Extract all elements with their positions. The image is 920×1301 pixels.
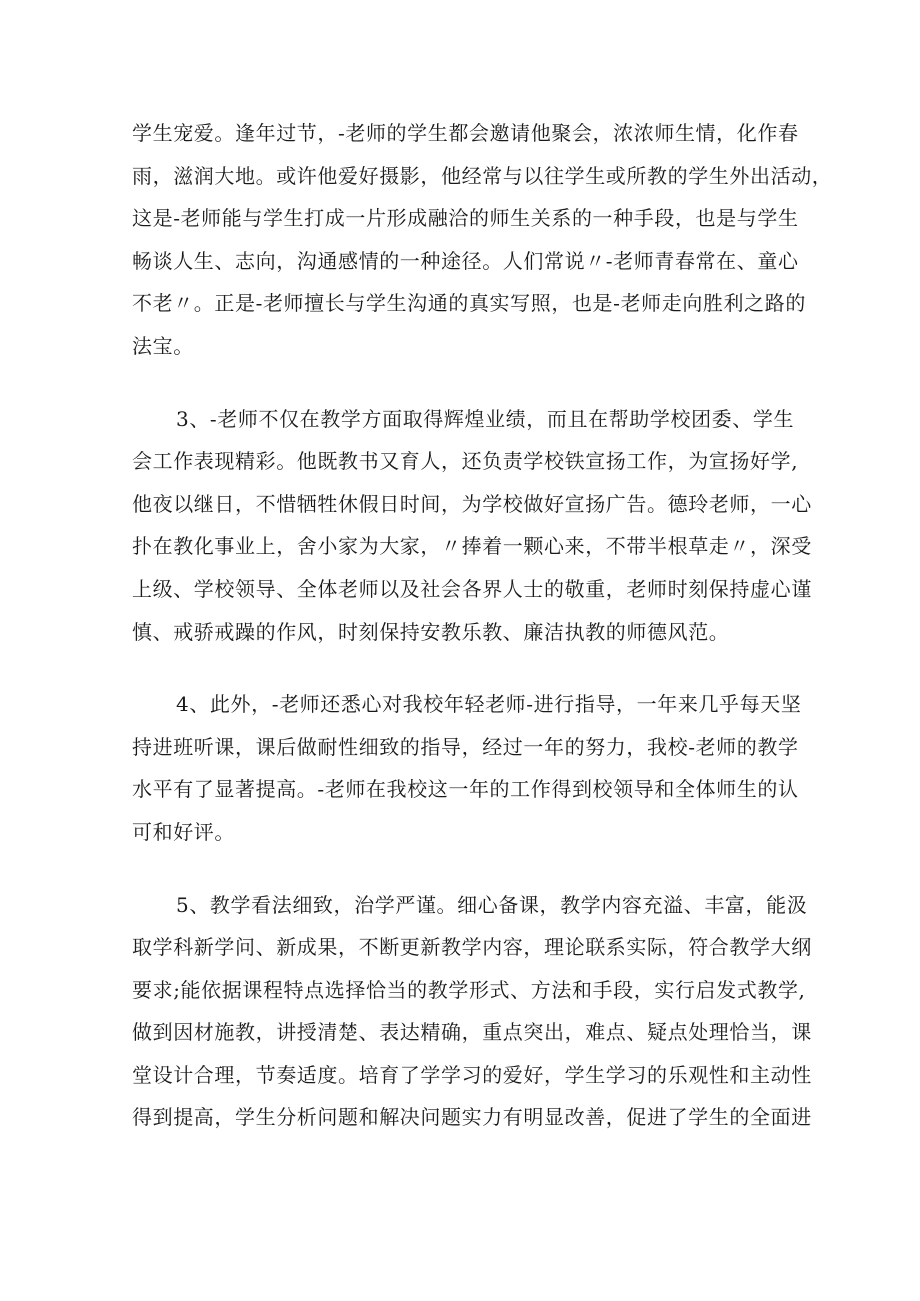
text-line: 5、教学看法细致，治学严谨。细心备课，教学内容充溢、丰富，能汲 bbox=[176, 892, 808, 917]
text-line: 要求;能依据课程特点选择恰当的教学形式、方法和手段，实行启发式教学, bbox=[132, 977, 806, 1002]
paragraph-3 bbox=[132, 683, 802, 853]
text-line: 法宝。 bbox=[132, 333, 194, 358]
text-line: 做到因材施教，讲授清楚、表达精确，重点突出，难点、疑点处理恰当，课 bbox=[132, 1020, 812, 1045]
text-line: 水平有了显著提高。-老师在我校这一年的工作得到校领导和全体师生的认 bbox=[132, 777, 799, 802]
paragraph-spacer bbox=[132, 368, 802, 398]
text-line: 持进班听课，课后做耐性细致的指导，经过一年的努力，我校-老师的教学 bbox=[132, 734, 799, 759]
text-line: 这是-老师能与学生打成一片形成融洽的师生关系的一种手段，也是与学生 bbox=[132, 206, 799, 231]
paragraph-spacer bbox=[132, 854, 802, 884]
document-body bbox=[132, 112, 833, 1139]
text-line: 堂设计合理，节奏适度。培育了学学习的爱好，学生学习的乐观性和主动性 bbox=[132, 1062, 812, 1087]
text-line: 得到提高，学生分析问题和解决问题实力有明显改善，促进了学生的全面进 bbox=[132, 1105, 812, 1130]
text-line: 雨，滋润大地。或许他爱好摄影，他经常与以往学生或所教的学生外出活动， bbox=[132, 163, 833, 188]
text-line: 慎、戒骄戒躁的作风，时刻保持安教乐教、廉洁执教的师德风范。 bbox=[132, 619, 730, 644]
text-line: 4、此外，-老师还悉心对我校年轻老师-进行指导，一年来几乎每天坚 bbox=[176, 692, 802, 717]
text-line: 不老〃。正是-老师擅长与学生沟通的真实写照，也是-老师走向胜利之路的 bbox=[132, 291, 806, 316]
paragraph-spacer bbox=[132, 653, 802, 683]
text-line: 3、-老师不仅在教学方面取得辉煌业绩，而且在帮助学校团委、学生 bbox=[176, 406, 795, 431]
text-line: 上级、学校领导、全体老师以及社会各界人士的敬重，老师时刻保持虚心谨 bbox=[132, 576, 812, 601]
text-line: 可和好评。 bbox=[132, 819, 235, 844]
text-line: 取学科新学问、新成果，不断更新教学内容，理论联系实际，符合教学大纲 bbox=[132, 935, 812, 960]
paragraph-1 bbox=[132, 112, 833, 368]
text-line: 他夜以继日，不惜牺牲休假日时间，为学校做好宣扬广告。德玲老师，一心 bbox=[132, 491, 812, 516]
text-line: 学生宠爱。逢年过节，-老师的学生都会邀请他聚会，浓浓师生情，化作春 bbox=[132, 121, 799, 145]
text-line: 会工作表现精彩。他既教书又育人，还负责学校铁宣扬工作，为宣扬好学, bbox=[132, 449, 799, 474]
paragraph-2 bbox=[132, 398, 812, 654]
paragraph-4 bbox=[132, 884, 812, 1140]
text-line: 畅谈人生、志向，沟通感情的一种途径。人们常说〃-老师青春常在、童心 bbox=[132, 248, 799, 273]
text-line: 扑在教化事业上，舍小家为大家，〃捧着一颗心来，不带半根草走〃，深受 bbox=[132, 534, 812, 559]
